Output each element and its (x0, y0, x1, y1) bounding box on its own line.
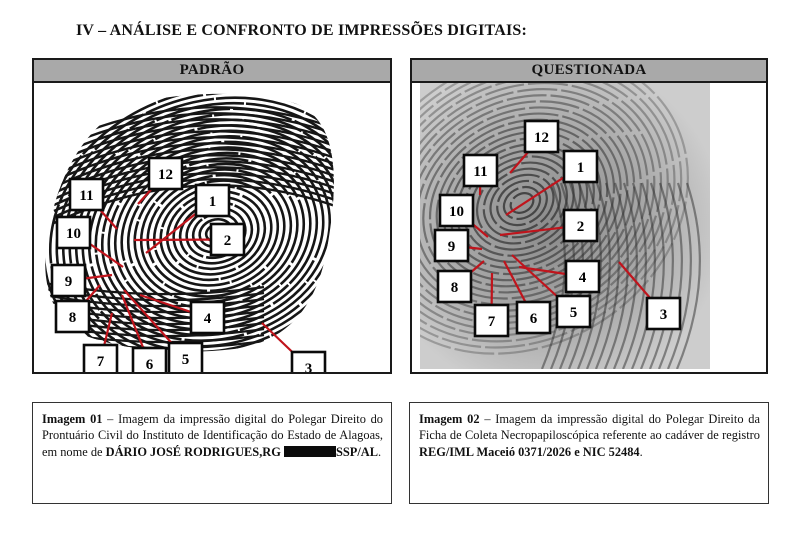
panel-questionada (410, 58, 768, 374)
fingerprint-image-padrao (34, 83, 390, 372)
questionada-marker-8 (438, 271, 471, 302)
padrao-marker-label-2: 2 (223, 233, 232, 249)
caption-1-name: DÁRIO JOSÉ RODRIGUES,RG (105, 444, 284, 459)
questionada-marker-label-5: 5 (569, 305, 578, 321)
padrao-marker-label-12: 12 (158, 167, 173, 183)
questionada-marker-2 (564, 210, 597, 241)
questionada-marker-9 (435, 230, 468, 261)
caption-1-text: – Imagem da impressão digital do Polegar Direito do Prontuário Civil do Instituto de Identificação do Estado de Alagoas, em nome de (42, 412, 384, 459)
padrao-marker-label-3: 3 (304, 361, 313, 372)
padrao-marker-1 (196, 185, 229, 216)
padrao-marker-3 (292, 352, 325, 372)
questionada-marker-label-3: 3 (659, 307, 668, 323)
caption-1-suffix: SSP/AL (335, 444, 378, 459)
padrao-marker-4 (191, 302, 224, 333)
padrao-marker-10 (57, 217, 90, 248)
padrao-marker-label-9: 9 (64, 274, 73, 290)
caption-1-label: Imagem 01 (42, 412, 103, 426)
questionada-marker-label-4: 4 (578, 270, 587, 286)
questionada-marker-1 (564, 151, 597, 182)
panel-header-padrao: PADRÃO (34, 60, 390, 83)
padrao-marker-8 (56, 301, 89, 332)
caption-imagem-02 (409, 402, 769, 504)
padrao-marker-label-6: 6 (145, 357, 154, 372)
questionada-marker-10 (440, 195, 473, 226)
padrao-marker-9 (52, 265, 85, 296)
caption-2-label: Imagem 02 (419, 412, 480, 426)
questionada-marker-label-8: 8 (450, 280, 459, 296)
questionada-marker-label-12: 12 (534, 130, 549, 146)
padrao-marker-7 (84, 345, 117, 372)
questionada-marker-label-9: 9 (447, 239, 456, 255)
panel-padrao (32, 58, 392, 374)
padrao-marker-label-7: 7 (96, 354, 105, 370)
caption-2-reg: REG/IML Maceió 0371/2026 e NIC 52484 (419, 444, 640, 459)
caption-2-end: . (639, 444, 643, 459)
questionada-marker-label-11: 11 (473, 164, 488, 180)
questionada-marker-7 (475, 305, 508, 336)
questionada-marker-4 (566, 261, 599, 292)
padrao-marker-label-8: 8 (68, 310, 77, 326)
questionada-marker-label-2: 2 (576, 219, 585, 235)
padrao-marker-12 (149, 158, 182, 189)
caption-imagem-01 (32, 402, 392, 504)
padrao-marker-label-5: 5 (181, 352, 190, 368)
padrao-marker-label-4: 4 (203, 311, 212, 327)
padrao-marker-11 (70, 179, 103, 210)
padrao-marker-label-10: 10 (66, 226, 81, 242)
fingerprint-image-questionada (412, 83, 766, 372)
questionada-marker-label-7: 7 (487, 314, 496, 330)
caption-1-end: . (378, 444, 382, 459)
questionada-marker-12 (525, 121, 558, 152)
questionada-marker-3 (647, 298, 680, 329)
caption-2-text: – Imagem da impressão digital do Polegar Direito da Ficha de Coleta Necropapiloscópica referente ao cadáver de registro (419, 412, 760, 443)
redaction-bar (284, 446, 336, 457)
questionada-marker-6 (517, 302, 550, 333)
padrao-marker-5 (169, 343, 202, 372)
questionada-marker-label-10: 10 (449, 204, 464, 220)
padrao-marker-2 (211, 224, 244, 255)
section-title: IV – ANÁLISE E CONFRONTO DE IMPRESSÕES DIGITAIS: (76, 22, 528, 39)
padrao-marker-6 (133, 348, 166, 372)
panel-header-questionada: QUESTIONADA (412, 60, 766, 83)
questionada-marker-label-1: 1 (576, 160, 585, 176)
padrao-marker-label-11: 11 (79, 188, 94, 204)
padrao-marker-label-1: 1 (208, 194, 217, 210)
questionada-marker-5 (557, 296, 590, 327)
questionada-marker-11 (464, 155, 497, 186)
questionada-marker-label-6: 6 (529, 311, 538, 327)
